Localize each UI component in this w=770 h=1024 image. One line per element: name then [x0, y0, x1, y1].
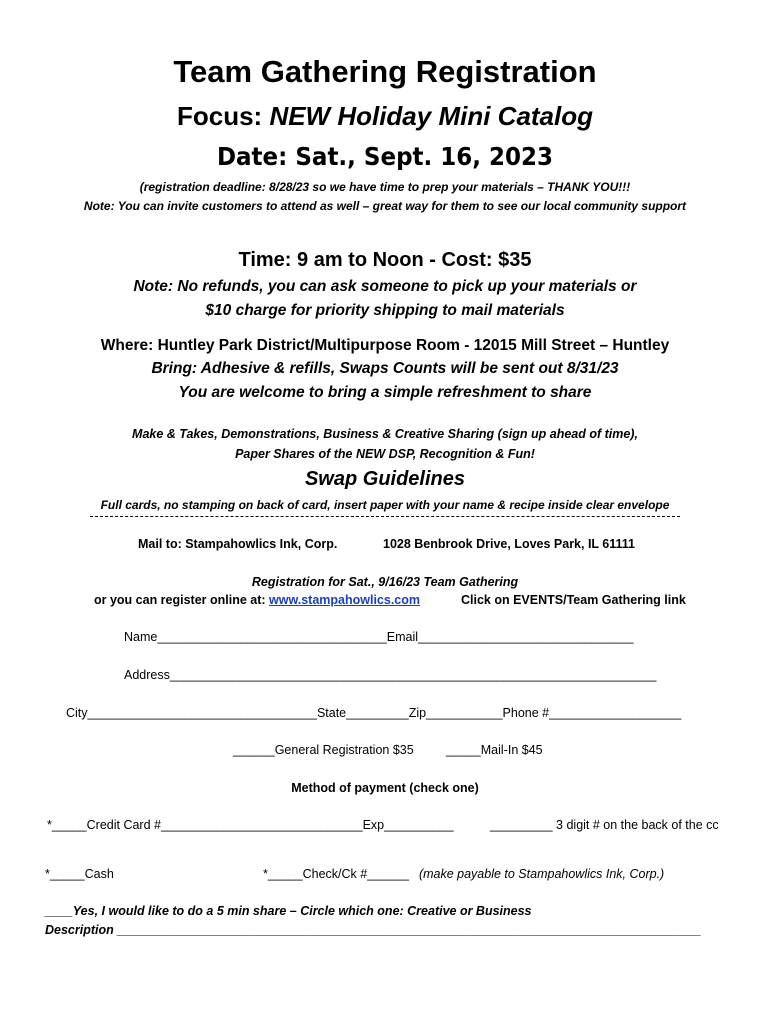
mail-in-option[interactable]: _____Mail-In $45 — [446, 743, 543, 757]
name-email-field[interactable]: Name_________________________________Email_______________________________ — [124, 630, 634, 644]
location: Where: Huntley Park District/Multipurpose Room - 12015 Mill Street – Huntley — [100, 337, 670, 354]
focus-prefix: Focus: — [176, 101, 270, 131]
dashed-divider — [90, 516, 680, 517]
address-field[interactable]: Address______________________________________________________________________ — [124, 668, 657, 682]
activities-line1: Make & Takes, Demonstrations, Business & Creative Sharing (sign up ahead of time), — [132, 427, 638, 441]
security-code-field[interactable]: _________ 3 digit # on the back of the cc — [490, 818, 719, 832]
cash-option[interactable]: *_____Cash — [45, 867, 114, 881]
refund-note-line1: Note: No refunds, you can ask someone to pick up your materials or — [133, 278, 637, 295]
page-title: Team Gathering Registration — [173, 54, 597, 89]
swap-guidelines-text: Full cards, no stamping on back of card, insert paper with your name & recipe inside clear envelope — [100, 498, 670, 512]
activities-line2: Paper Shares of the NEW DSP, Recognition & Fun! — [235, 447, 535, 461]
time-cost: Time: 9 am to Noon - Cost: $35 — [238, 249, 532, 271]
share-option[interactable]: ____Yes, I would like to do a 5 min share – Circle which one: Creative or Business — [45, 904, 532, 918]
description-field[interactable]: Description ____________________________________________________________________________________ — [45, 923, 702, 937]
check-option[interactable] — [263, 867, 664, 881]
payment-method-heading: Method of payment (check one) — [291, 781, 479, 795]
credit-card-field[interactable]: *_____Credit Card #_____________________________Exp__________ — [47, 818, 454, 832]
focus-catalog: NEW Holiday Mini Catalog — [269, 101, 594, 131]
refund-note-line2: $10 charge for priority shipping to mail materials — [205, 302, 565, 319]
event-date: Date: Sat., Sept. 16, 2023 — [216, 142, 554, 171]
events-note: Click on EVENTS/Team Gathering link — [461, 593, 686, 607]
swap-heading: Swap Guidelines — [304, 468, 466, 490]
customers-note: Note: You can invite customers to attend as well – great way for them to see our local community support — [83, 199, 687, 213]
online-prefix: or you can register online at: — [94, 593, 270, 607]
city-state-zip-phone-field[interactable]: City_________________________________State_________Zip___________Phone #___________________ — [66, 706, 682, 720]
refreshment-note: You are welcome to bring a simple refreshment to share — [178, 384, 592, 401]
check-field[interactable]: *_____Check/Ck #______ — [263, 867, 409, 881]
check-payable-note: (make payable to Stampahowlics Ink, Corp.) — [418, 867, 665, 881]
mail-address: 1028 Benbrook Drive, Loves Park, IL 61111 — [383, 537, 636, 551]
website-link[interactable]: www.stampahowlics.com — [269, 593, 421, 607]
registration-title: Registration for Sat., 9/16/23 Team Gathering — [251, 575, 519, 589]
mail-to: Mail to: Stampahowlics Ink, Corp. — [138, 537, 338, 551]
focus-heading — [0, 101, 770, 132]
online-registration — [94, 593, 420, 607]
deadline-note: (registration deadline: 8/28/23 so we have time to prep your materials – THANK YOU!!! — [139, 180, 631, 194]
bring-note: Bring: Adhesive & refills, Swaps Counts will be sent out 8/31/23 — [151, 360, 619, 377]
general-registration-option[interactable]: ______General Registration $35 — [233, 743, 414, 757]
